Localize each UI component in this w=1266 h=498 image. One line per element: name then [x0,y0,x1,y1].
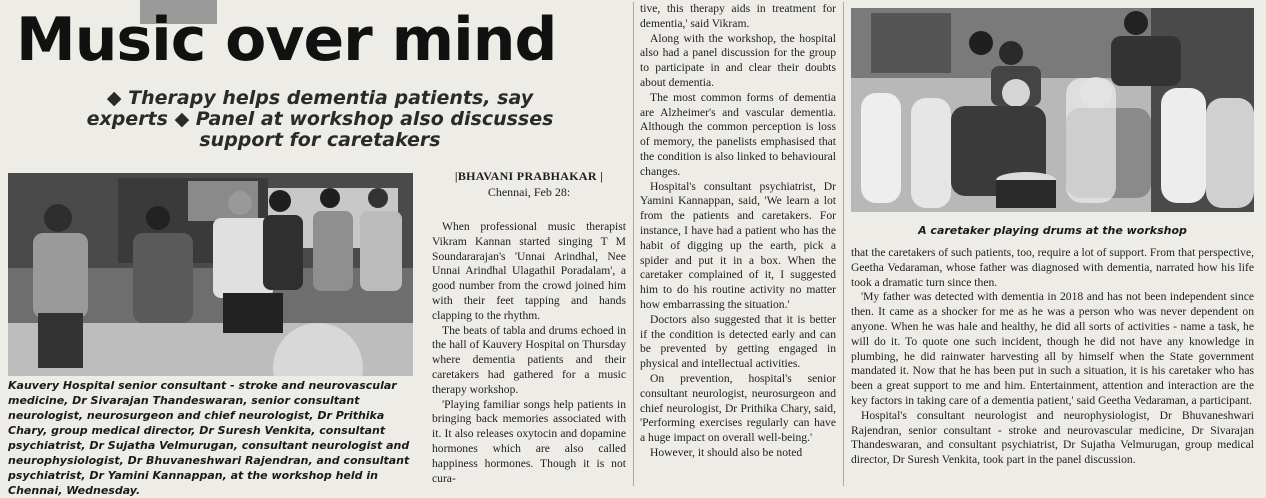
byline: |BHAVANI PRABHAKAR | [454,169,604,183]
panel-photo-caption: Kauvery Hospital senior consultant - stroke and neurovascular medicine, Dr Sivarajan Thandeswaran, senior consultant neurologist, neurosurgeon and chief neurologist, Dr Prithika Chary, group medical director, Dr Suresh Venkita, consultant psychiatrist, Dr Sujatha Velmurugan, consultant neurologist and neurophysiologist, Dr Bhuvaneshwari Rajendran, and consultant psychiatrist, Dr Yamini Kannappan, at the workshop held in Chennai, Wednesday. [8,379,410,497]
paragraph: On prevention, hospital's senior consultant neurologist, neurosurgeon and chief neurologist, Dr Prithika Chary, said, 'Performing exercises regularly can have a huge impact on overall well-being.' [640,371,836,445]
article-column-3 [851,246,1254,486]
article-column-1 [432,168,626,486]
paragraph: that the caretakers of such patients, too, require a lot of support. From that perspective, Geetha Vedaraman, whose father was diagnosed with dementia, narrated how his life took a dramatic turn since then. [851,246,1254,289]
paragraph: 'My father was detected with dementia in 2018 and has not been independent since then. It came as a shocker for me as he was a person who was never dependent on anyone. When he was hale and healthy, he did all sorts of activities - name a task, he will do it. To quote one such incident, though he did not have any knowledge in plumbing, he did rainwater harvesting all by himself when the State government mandated it. Now that he has been put in such a situation, it is his caretaker who has been a great support to me and him. Entertainment, attention and interaction are the key factors in taking care of a dementia patient,' said Geetha Vedaraman, a participant. [851,290,1254,407]
paragraph: The beats of tabla and drums echoed in the hall of Kauvery Hospital on Thursday where dementia patients and their caretakers had gathered for a music therapy workshop. [432,323,626,396]
paragraph: The most common forms of dementia are Alzheimer's and vascular dementia. Although the common perception is loss of memory, the panelists emphasised that the condition is also linked to behavioural changes. [640,90,836,178]
drums-photo [851,8,1254,212]
paragraph: Doctors also suggested that it is better if the condition is detected early and can be prevented by getting engaged in physical and intellectual activities. [640,312,836,371]
paragraph: 'Playing familiar songs help patients in bringing back memories associated with it. It also releases oxytocin and dopamine hormones which are also called happiness hormones. Though it is not cura- [432,397,626,485]
paragraph: Hospital's consultant psychiatrist, Dr Yamini Kannappan, said, 'We learn a lot from the patients and caretakers. For instance, I have had a patient who has the habit of digging up the earth, pick a spider and put it in a box. When the caretaker complained of it, I suggested him to do his routine activity no matter how embarrassing the situation.' [640,179,836,311]
paragraph: When professional music therapist Vikram Kannan started singing T M Soundararajan's 'Unnai Arindhal, Nee Unnai Arindhal Ulagathil Poradalam', a good number from the crowd joined him with their feet tapping and hands clapping to the rhythm. [432,220,626,322]
paragraph: tive, this therapy aids in treatment for dementia,' said Vikram. [640,2,836,30]
dateline: Chennai, Feb 28: [487,185,571,199]
paragraph: However, it should also be noted [650,445,803,459]
subheadline: ◆ Therapy helps dementia patients, say experts ◆ Panel at workshop also discusses support for caretakers [86,87,554,151]
column-divider [843,2,844,486]
paragraph: Hospital's consultant neurologist and neurophysiologist, Dr Bhuvaneshwari Rajendran, senior consultant - stroke and neurovascular medicine, Dr Sivarajan Thandeswaran, and consultant psychiatrist, Dr Sujatha Velmurugan, group medical director, Dr Suresh Venkita, took part in the panel discussion. [851,408,1254,467]
drums-photo-caption: A caretaker playing drums at the workshop [918,224,1187,237]
panel-photo [8,173,413,376]
paragraph: Along with the workshop, the hospital also had a panel discussion for the group to participate in and clear their doubts about dementia. [640,31,836,89]
article-column-2 [640,2,836,486]
column-divider [633,2,634,486]
headline: Music over mind [16,5,557,75]
